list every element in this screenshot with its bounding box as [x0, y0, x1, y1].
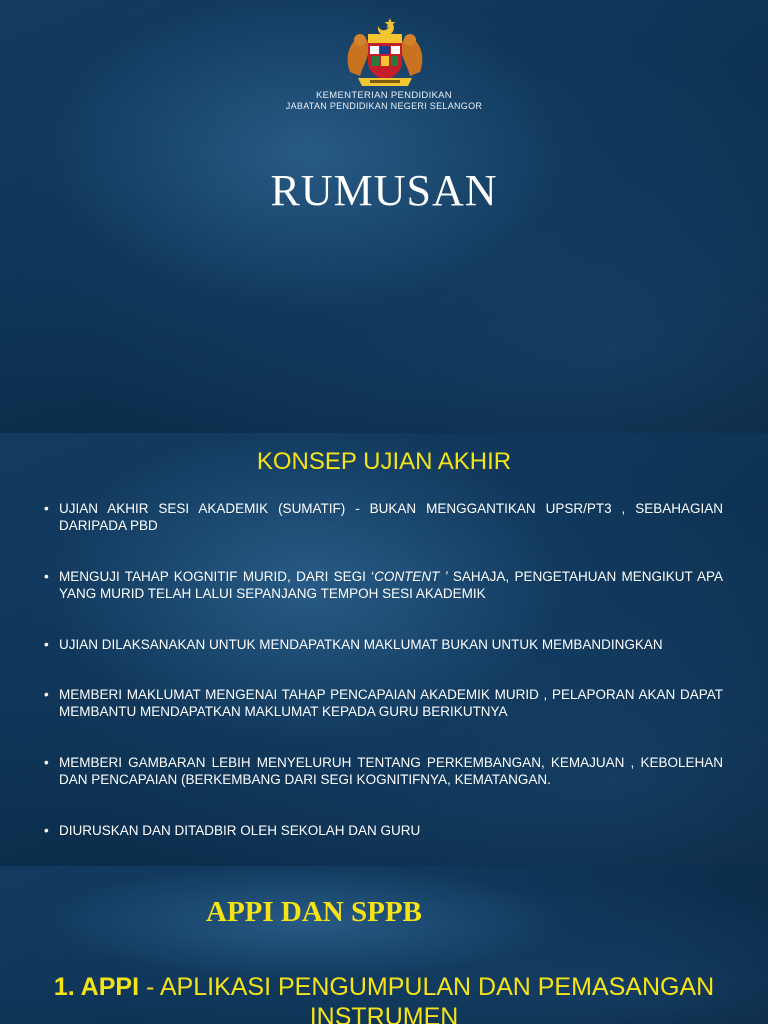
- bullet-list: [0, 433, 768, 866]
- bullet-dot-icon: •: [44, 569, 49, 584]
- concept-slide: [0, 433, 768, 866]
- bullet-text: UJIAN DILAKSANAKAN UNTUK MENDAPATKAN MAKLUMAT BUKAN UNTUK MEMBANDINGKAN: [59, 637, 663, 652]
- bullet-dot-icon: •: [44, 823, 49, 838]
- slide-title: RUMUSAN: [270, 166, 498, 215]
- slide-heading: APPI DAN SPPB: [206, 896, 422, 928]
- bullet-dot-icon: •: [44, 637, 49, 652]
- bullet-text: DIURUSKAN DAN DITADBIR OLEH SEKOLAH DAN GURU: [59, 823, 421, 838]
- bullet-item: [44, 568, 723, 602]
- bullet-item: [44, 754, 723, 788]
- bullet-text: MENGUJI TAHAP KOGNITIF MURID, DARI SEGI ‘CONTENT ’ SAHAJA, PENGETAHUAN MENGIKUT APA YANG MURID TELAH LALUI SEPANJANG TEMPOH SESI AKADEMIK: [59, 569, 724, 601]
- appi-item: 1. APPI - APLIKASI PENGUMPULAN DAN PEMASANGAN INSTRUMEN: [0, 972, 768, 1024]
- department-name: JABATAN PENDIDIKAN NEGERI SELANGOR: [285, 101, 483, 111]
- bullet-text: MEMBERI GAMBARAN LEBIH MENYELURUH TENTANG PERKEMBANGAN, KEMAJUAN , KEBOLEHAN DAN PENCAPAIAN (BERKEMBANG DARI SEGI KOGNITIFNYA, KEMATANGAN.: [59, 755, 723, 787]
- bullet-dot-icon: •: [44, 687, 49, 702]
- slide-heading: KONSEP UJIAN AKHIR: [256, 448, 512, 475]
- item-text: APLIKASI PENGUMPULAN DAN PEMASANGAN INSTRUMEN: [159, 973, 715, 1024]
- appi-slide: [0, 866, 768, 1024]
- bullet-item: [44, 822, 723, 839]
- title-slide: [0, 0, 768, 433]
- bullet-item: [44, 500, 723, 534]
- bullet-dot-icon: •: [44, 501, 49, 516]
- bullet-dot-icon: •: [44, 755, 49, 770]
- coat-of-arms-icon: [340, 16, 430, 88]
- bullet-text: MEMBERI MAKLUMAT MENGENAI TAHAP PENCAPAIAN AKADEMIK MURID , PELAPORAN AKAN DAPAT MEMBANTU MENDAPATKAN MAKLUMAT KEPADA GURU BERIKUTNYA: [59, 687, 723, 719]
- ministry-name: KEMENTERIAN PENDIDIKAN: [316, 90, 452, 101]
- bullet-item: [44, 636, 723, 653]
- bullet-item: [44, 686, 723, 720]
- bullet-text: UJIAN AKHIR SESI AKADEMIK (SUMATIF) - BUKAN MENGGANTIKAN UPSR/PT3 , SEBAHAGIAN DARIPADA PBD: [59, 501, 723, 533]
- item-number: 1. APPI: [53, 973, 140, 1001]
